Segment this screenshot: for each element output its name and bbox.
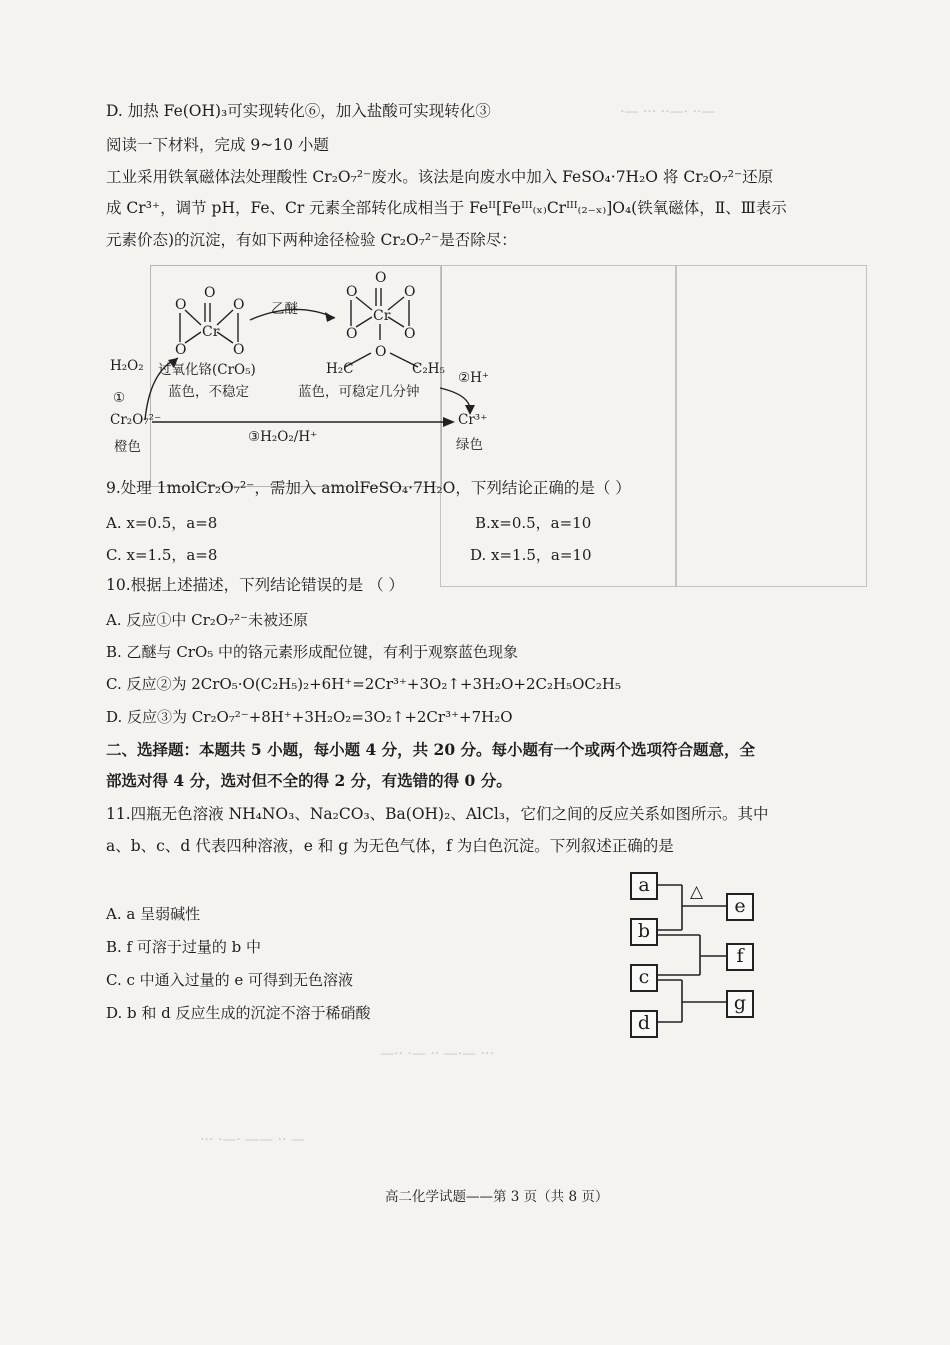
node-b: b — [630, 918, 658, 946]
q9-option-c: C. x=1.5，a=8 — [106, 546, 218, 564]
svg-text:Cr: Cr — [373, 308, 391, 324]
bleed-through-text: ··· —·— ·· —· ··— — [380, 1046, 494, 1062]
h2c-label: H₂C — [326, 361, 354, 377]
svg-text:O: O — [375, 270, 387, 286]
section2-heading: 二、选择题：本题共 5 小题，每小题 4 分，共 20 分。每小题有一个或两个选项符合题意，全 — [106, 740, 756, 759]
svg-text:O: O — [233, 342, 245, 358]
node-c: c — [630, 964, 658, 992]
crox-name-label: 过氧化铬(CrO₅) — [158, 362, 256, 378]
ether-label: 乙醚 — [271, 301, 298, 317]
h2o2-label: H₂O₂ — [110, 358, 144, 374]
q11-stem: 11.四瓶无色溶液 NH₄NO₃、Na₂CO₃、Ba(OH)₂、AlCl₃，它们之间的反应关系如图所示。其中 — [106, 805, 769, 823]
material-line: 成 Cr³⁺，调节 pH，Fe、Cr 元素全部转化成相当于 Feᴵᴵ[Feᴵᴵᴵ₍ₓ₎Crᴵᴵᴵ₍₂₋ₓ₎]O₄(铁氧磁体，Ⅱ、Ⅲ表示 — [106, 199, 787, 217]
svg-text:O: O — [346, 284, 358, 300]
bleed-through-text: — ·· —— ·—· ··· — [200, 1132, 305, 1148]
node-g: g — [726, 990, 754, 1018]
c2h5-label: C₂H₅ — [412, 361, 445, 377]
q8-option-d: D. 加热 Fe(OH)₃可实现转化⑥，加入盐酸可实现转化③ — [106, 102, 491, 120]
step3-label: ③H₂O₂/H⁺ — [248, 429, 318, 445]
green-label: 绿色 — [456, 437, 483, 453]
q11-stem-cont: a、b、c、d 代表四种溶液，e 和 g 为无色气体，f 为白色沉淀。下列叙述正确的是 — [106, 837, 674, 855]
q11-option-a: A. a 呈弱碱性 — [106, 905, 201, 923]
cr-atom-label: Cr — [202, 324, 220, 340]
node-d: d — [630, 1010, 658, 1038]
material-line: 元素价态)的沉淀，有如下两种途径检验 Cr₂O₇²⁻是否除尽： — [106, 231, 517, 249]
page-footer: 高二化学试题——第 3 页（共 8 页） — [385, 1189, 609, 1205]
node-a: a — [630, 872, 658, 900]
q10-option-c: C. 反应②为 2CrO₅·O(C₂H₅)₂+6H⁺=2Cr³⁺+3O₂↑+3H₂O+2C₂H₅OC₂H₅ — [106, 675, 621, 693]
step1-label: ① — [113, 390, 126, 406]
reading-instruction: 阅读一下材料，完成 9~10 小题 — [106, 136, 329, 154]
q10-option-a: A. 反应①中 Cr₂O₇²⁻未被还原 — [106, 611, 309, 629]
step2-label: ②H⁺ — [458, 370, 490, 386]
complex-desc-label: 蓝色，可稳定几分钟 — [298, 384, 420, 400]
q10-option-b: B. 乙醚与 CrO₅ 中的铬元素形成配位键，有利于观察蓝色现象 — [106, 643, 519, 661]
node-f: f — [726, 943, 754, 971]
cr3-label: Cr³⁺ — [458, 412, 488, 428]
heat-delta-label: △ — [690, 882, 704, 902]
dichromate-label: Cr₂O₇²⁻ — [110, 412, 162, 428]
section2-heading-cont: 部选对得 4 分，选对但不全的得 2 分，有选错的得 0 分。 — [106, 771, 512, 790]
q9-stem: 9.处理 1molCr₂O₇²⁻，需加入 amolFeSO₄·7H₂O，下列结论正确的是（ ） — [106, 479, 631, 497]
q9-option-a: A. x=0.5，a=8 — [106, 514, 218, 532]
svg-text:O: O — [175, 342, 187, 358]
svg-text:O: O — [404, 326, 416, 342]
orange-label: 橙色 — [114, 439, 141, 455]
node-e: e — [726, 893, 754, 921]
svg-text:O: O — [346, 326, 358, 342]
q10-stem: 10.根据上述描述，下列结论错误的是 （ ） — [106, 576, 405, 594]
crox-desc-label: 蓝色，不稳定 — [168, 384, 249, 400]
svg-text:O: O — [233, 297, 245, 313]
q9-option-b: B.x=0.5，a=10 — [475, 514, 592, 532]
material-line: 工业采用铁氧磁体法处理酸性 Cr₂O₇²⁻废水。该法是向废水中加入 FeSO₄·7H₂O 将 Cr₂O₇²⁻还原 — [106, 168, 774, 186]
svg-text:O: O — [175, 297, 187, 313]
svg-text:O: O — [204, 285, 216, 301]
q10-option-d: D. 反应③为 Cr₂O₇²⁻+8H⁺+3H₂O₂=3O₂↑+2Cr³⁺+7H₂O — [106, 708, 513, 726]
bleed-through-text: —·· ·—·· ··· —· — [620, 104, 716, 120]
q11-option-c: C. c 中通入过量的 e 可得到无色溶液 — [106, 971, 354, 989]
q9-option-d: D. x=1.5，a=10 — [470, 546, 592, 564]
q11-option-d: D. b 和 d 反应生成的沉淀不溶于稀硝酸 — [106, 1004, 371, 1022]
svg-text:O: O — [404, 284, 416, 300]
q11-option-b: B. f 可溶于过量的 b 中 — [106, 938, 262, 956]
svg-text:O: O — [375, 344, 387, 360]
